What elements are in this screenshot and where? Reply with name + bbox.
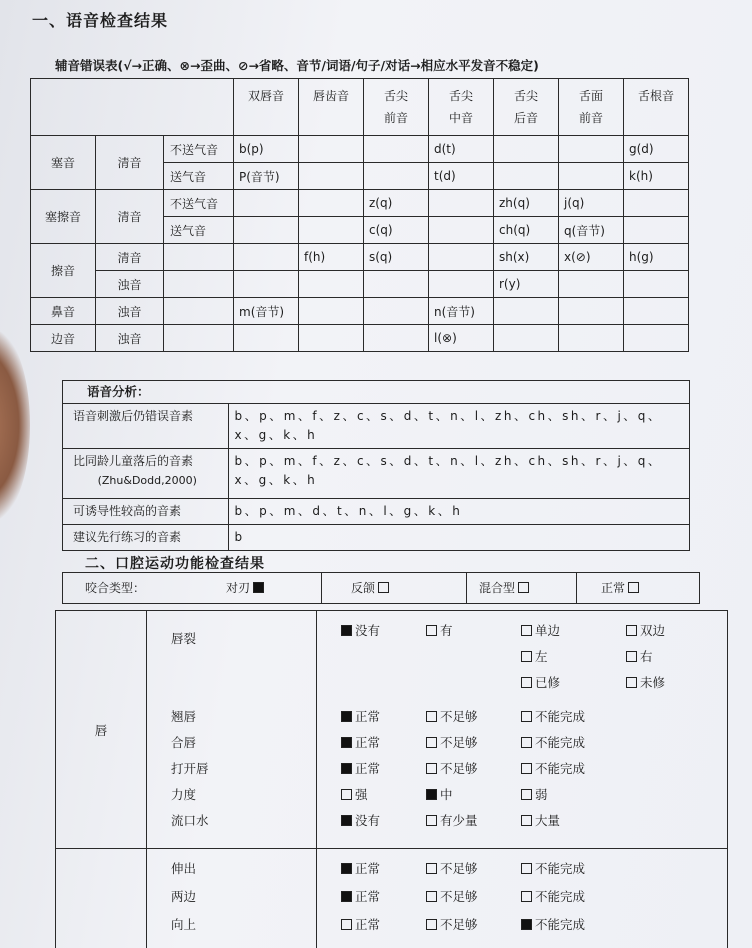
option bbox=[626, 619, 665, 643]
checkbox bbox=[521, 737, 532, 748]
option bbox=[341, 885, 380, 909]
phoneme-cell: g(d) bbox=[624, 136, 689, 163]
oral-item-label: 流口水 bbox=[171, 813, 209, 828]
checkbox bbox=[378, 582, 389, 593]
option-label: 左 bbox=[535, 649, 548, 664]
cell-divider bbox=[321, 573, 322, 603]
oral-options bbox=[56, 619, 727, 697]
checkbox-checked bbox=[341, 737, 352, 748]
option-line bbox=[56, 783, 727, 809]
option bbox=[521, 757, 585, 781]
option bbox=[521, 705, 585, 729]
option-label: 弱 bbox=[535, 787, 548, 802]
phoneme-cell bbox=[299, 163, 364, 190]
phoneme-cell bbox=[429, 271, 494, 298]
option-label: 正常 bbox=[355, 861, 381, 876]
option-label: 不足够 bbox=[440, 861, 478, 876]
option-label: 单边 bbox=[535, 623, 561, 638]
oral-options bbox=[56, 885, 727, 911]
consonant-table-body bbox=[31, 136, 689, 352]
option-label: 不能完成 bbox=[535, 917, 586, 932]
oral-items bbox=[56, 619, 727, 835]
option bbox=[521, 885, 585, 909]
occlusion-option-label: 正常 bbox=[601, 581, 626, 595]
checkbox-checked bbox=[341, 711, 352, 722]
voicing-cell: 清音 bbox=[96, 190, 164, 244]
phoneme-cell: zh(q) bbox=[494, 190, 559, 217]
option bbox=[521, 619, 560, 643]
phoneme-cell bbox=[429, 190, 494, 217]
checkbox bbox=[521, 677, 532, 688]
checkbox bbox=[626, 625, 637, 636]
option bbox=[426, 913, 478, 937]
option bbox=[426, 857, 478, 881]
oral-group bbox=[56, 849, 727, 948]
phoneme-cell bbox=[494, 325, 559, 352]
phoneme-cell bbox=[299, 298, 364, 325]
option-label: 大量 bbox=[535, 813, 561, 828]
phoneme-cell: z(q) bbox=[364, 190, 429, 217]
consonant-row bbox=[31, 244, 689, 271]
phoneme-cell bbox=[299, 271, 364, 298]
checkbox bbox=[518, 582, 529, 593]
oral-item-label: 打开唇 bbox=[171, 761, 209, 776]
phoneme-cell: f(h) bbox=[299, 244, 364, 271]
section2-title: 二、口腔运动功能检查结果 bbox=[85, 556, 265, 572]
checkbox bbox=[521, 789, 532, 800]
phoneme-cell bbox=[429, 244, 494, 271]
phoneme-cell: ch(q) bbox=[494, 217, 559, 244]
consonant-row bbox=[31, 190, 689, 217]
phoneme-cell bbox=[364, 136, 429, 163]
option bbox=[426, 619, 453, 643]
section1-title: 一、语音检查结果 bbox=[32, 11, 169, 30]
oral-item-label: 合唇 bbox=[171, 735, 197, 750]
consonant-row bbox=[31, 271, 689, 298]
checkbox bbox=[626, 677, 637, 688]
analysis-label: 建议先行练习的音素 bbox=[73, 530, 182, 544]
phoneme-cell bbox=[624, 271, 689, 298]
checkbox bbox=[521, 763, 532, 774]
aspiration-cell bbox=[164, 244, 234, 271]
aspiration-cell: 不送气音 bbox=[164, 136, 234, 163]
occlusion-option bbox=[601, 573, 639, 603]
voicing-cell: 浊音 bbox=[96, 271, 164, 298]
analysis-phonemes: b、p、m、f、z、c、s、d、t、n、l、zh、ch、sh、r、j、q、x、g、k、h bbox=[228, 404, 689, 449]
phoneme-cell bbox=[234, 325, 299, 352]
phoneme-cell: s(q) bbox=[364, 244, 429, 271]
option-label: 正常 bbox=[355, 735, 381, 750]
aspiration-cell bbox=[164, 271, 234, 298]
phoneme-cell bbox=[234, 190, 299, 217]
phoneme-cell bbox=[299, 190, 364, 217]
oral-item-label: 两边 bbox=[171, 889, 197, 904]
checkbox bbox=[341, 789, 352, 800]
option-line bbox=[56, 731, 727, 757]
option bbox=[521, 913, 585, 937]
phoneme-cell bbox=[559, 298, 624, 325]
place-of-articulation-header: 双唇音 bbox=[234, 79, 299, 136]
option bbox=[341, 783, 368, 807]
oral-item bbox=[56, 731, 727, 757]
option-label: 没有 bbox=[355, 813, 381, 828]
phoneme-cell bbox=[299, 136, 364, 163]
phoneme-cell bbox=[494, 298, 559, 325]
option-line bbox=[56, 619, 727, 645]
voicing-cell: 清音 bbox=[96, 244, 164, 271]
option-label: 不足够 bbox=[440, 709, 478, 724]
phoneme-cell: j(q) bbox=[559, 190, 624, 217]
consonant-header-row bbox=[31, 79, 689, 136]
phoneme-cell: n(音节) bbox=[429, 298, 494, 325]
phoneme-cell bbox=[624, 190, 689, 217]
consonant-row bbox=[31, 298, 689, 325]
phoneme-cell bbox=[234, 271, 299, 298]
phoneme-cell bbox=[559, 271, 624, 298]
manner-cell: 塞音 bbox=[31, 136, 96, 190]
phoneme-cell bbox=[624, 325, 689, 352]
phoneme-cell bbox=[494, 163, 559, 190]
oral-item bbox=[56, 913, 727, 941]
option-label: 正常 bbox=[355, 917, 381, 932]
oral-options bbox=[56, 913, 727, 939]
option-label: 有少量 bbox=[440, 813, 478, 828]
option-label: 正常 bbox=[355, 889, 381, 904]
checkbox-checked bbox=[341, 625, 352, 636]
phoneme-cell: k(h) bbox=[624, 163, 689, 190]
occlusion-option-label: 对刃 bbox=[226, 581, 251, 595]
oral-options bbox=[56, 731, 727, 757]
checkbox bbox=[521, 891, 532, 902]
checkbox bbox=[426, 625, 437, 636]
aspiration-cell bbox=[164, 298, 234, 325]
analysis-phonemes: b bbox=[228, 525, 689, 551]
option bbox=[341, 857, 380, 881]
occlusion-type-row bbox=[62, 572, 700, 604]
option bbox=[341, 705, 380, 729]
option bbox=[521, 731, 585, 755]
option-label: 不足够 bbox=[440, 735, 478, 750]
option-line bbox=[56, 913, 727, 939]
checkbox bbox=[521, 711, 532, 722]
speech-analysis-box bbox=[62, 380, 690, 551]
aspiration-cell bbox=[164, 325, 234, 352]
option bbox=[426, 757, 478, 781]
checkbox bbox=[521, 625, 532, 636]
aspiration-cell: 送气音 bbox=[164, 217, 234, 244]
checkbox bbox=[341, 919, 352, 930]
option-label: 不足够 bbox=[440, 889, 478, 904]
option bbox=[341, 731, 380, 755]
checkbox bbox=[426, 737, 437, 748]
checkbox bbox=[426, 891, 437, 902]
phoneme-cell bbox=[494, 136, 559, 163]
phoneme-cell: b(p) bbox=[234, 136, 299, 163]
analysis-label-cell bbox=[63, 404, 228, 449]
option-line bbox=[56, 645, 727, 671]
speech-analysis-heading: 语音分析： bbox=[87, 384, 150, 399]
occlusion-option bbox=[351, 573, 389, 603]
option bbox=[626, 645, 653, 669]
header-blank-cell bbox=[31, 79, 234, 136]
place-of-articulation-header: 舌尖 中音 bbox=[429, 79, 494, 136]
oral-item-label: 向上 bbox=[171, 917, 197, 932]
occlusion-option bbox=[226, 573, 264, 603]
oral-item bbox=[56, 857, 727, 885]
checkbox-checked bbox=[521, 919, 532, 930]
option-label: 正常 bbox=[355, 709, 381, 724]
option-label: 没有 bbox=[355, 623, 381, 638]
voicing-cell: 浊音 bbox=[96, 298, 164, 325]
phoneme-cell: d(t) bbox=[429, 136, 494, 163]
consonant-row bbox=[31, 325, 689, 352]
oral-options bbox=[56, 857, 727, 883]
option-label: 双边 bbox=[640, 623, 666, 638]
oral-part-label: 唇 bbox=[94, 722, 108, 738]
phoneme-cell: h(g) bbox=[624, 244, 689, 271]
checkbox-checked bbox=[426, 789, 437, 800]
oral-options bbox=[56, 757, 727, 783]
cell-divider bbox=[576, 573, 577, 603]
oral-options bbox=[56, 809, 727, 835]
analysis-row bbox=[63, 499, 689, 525]
consonant-table-head bbox=[31, 79, 689, 136]
occlusion-label: 咬合类型： bbox=[85, 581, 146, 595]
option bbox=[426, 783, 453, 807]
checkbox bbox=[426, 815, 437, 826]
checkbox bbox=[426, 863, 437, 874]
analysis-label: 比同龄儿童落后的音素 bbox=[73, 454, 194, 468]
place-of-articulation-header: 舌尖 后音 bbox=[494, 79, 559, 136]
analysis-label: 语音刺激后仍错误音素 bbox=[73, 409, 194, 423]
analysis-label-cell bbox=[63, 499, 228, 525]
analysis-phonemes: b、p、m、f、z、c、s、d、t、n、l、zh、ch、sh、r、j、q、x、g、k、h bbox=[228, 449, 689, 499]
analysis-row bbox=[63, 404, 689, 449]
oral-item bbox=[56, 619, 727, 705]
option-label: 已修 bbox=[535, 675, 561, 690]
checkbox bbox=[426, 711, 437, 722]
option bbox=[626, 671, 665, 695]
phoneme-cell: r(y) bbox=[494, 271, 559, 298]
oral-motor-table bbox=[55, 610, 728, 948]
option bbox=[341, 619, 380, 643]
option-label: 右 bbox=[640, 649, 653, 664]
option-line bbox=[56, 671, 727, 697]
phoneme-cell: t(d) bbox=[429, 163, 494, 190]
phoneme-cell: P(音节) bbox=[234, 163, 299, 190]
option-label: 正常 bbox=[355, 761, 381, 776]
checkbox bbox=[521, 815, 532, 826]
checkbox bbox=[626, 651, 637, 662]
option-line bbox=[56, 705, 727, 731]
manner-cell: 塞擦音 bbox=[31, 190, 96, 244]
place-of-articulation-header: 唇齿音 bbox=[299, 79, 364, 136]
oral-options bbox=[56, 705, 727, 731]
checkbox bbox=[628, 582, 639, 593]
option bbox=[521, 857, 585, 881]
checkbox-checked bbox=[341, 891, 352, 902]
option-label: 中 bbox=[440, 787, 453, 802]
checkbox bbox=[426, 919, 437, 930]
phoneme-cell bbox=[234, 244, 299, 271]
voicing-cell: 清音 bbox=[96, 136, 164, 190]
option-line bbox=[56, 757, 727, 783]
voicing-cell: 浊音 bbox=[96, 325, 164, 352]
phoneme-cell bbox=[559, 136, 624, 163]
analysis-citation: (Zhu&Dodd,2000) bbox=[97, 474, 197, 487]
option-label: 不能完成 bbox=[535, 861, 586, 876]
oral-item-label: 翘唇 bbox=[171, 709, 197, 724]
checkbox bbox=[521, 863, 532, 874]
option bbox=[426, 705, 478, 729]
option-label: 不能完成 bbox=[535, 735, 586, 750]
phoneme-cell bbox=[299, 325, 364, 352]
occlusion-option bbox=[479, 573, 529, 603]
option bbox=[521, 783, 548, 807]
checkbox bbox=[426, 763, 437, 774]
phoneme-cell: q(音节) bbox=[559, 217, 624, 244]
option-line bbox=[56, 857, 727, 883]
option-label: 不能完成 bbox=[535, 761, 586, 776]
aspiration-cell: 送气音 bbox=[164, 163, 234, 190]
oral-item bbox=[56, 783, 727, 809]
manner-cell: 擦音 bbox=[31, 244, 96, 298]
option-label: 不能完成 bbox=[535, 889, 586, 904]
occlusion-option-label: 反颌 bbox=[351, 581, 376, 595]
phoneme-cell bbox=[624, 217, 689, 244]
option bbox=[341, 809, 380, 833]
occlusion-option-label: 混合型 bbox=[479, 581, 516, 595]
phoneme-cell bbox=[299, 217, 364, 244]
oral-item bbox=[56, 757, 727, 783]
place-of-articulation-header: 舌面 前音 bbox=[559, 79, 624, 136]
analysis-phonemes: b、p、m、d、t、n、l、g、k、h bbox=[228, 499, 689, 525]
option bbox=[426, 885, 478, 909]
oral-item-label: 唇裂 bbox=[171, 631, 197, 646]
oral-item bbox=[56, 809, 727, 835]
phoneme-cell bbox=[364, 271, 429, 298]
option bbox=[341, 913, 380, 937]
phoneme-cell bbox=[429, 217, 494, 244]
speech-analysis-table bbox=[63, 403, 689, 550]
consonant-table-title: 辅音错误表(√→正确、⊗→歪曲、⊘→省略、音节/词语/句子/对话→相应水平发音不稳定) bbox=[55, 58, 539, 73]
oral-item bbox=[56, 705, 727, 731]
analysis-label: 可诱导性较高的音素 bbox=[73, 504, 182, 518]
phoneme-cell: sh(x) bbox=[494, 244, 559, 271]
checkbox-checked bbox=[253, 582, 264, 593]
option bbox=[426, 809, 478, 833]
phoneme-cell bbox=[559, 325, 624, 352]
phoneme-cell bbox=[234, 217, 299, 244]
checkbox-checked bbox=[341, 863, 352, 874]
option bbox=[521, 809, 560, 833]
place-of-articulation-header: 舌尖 前音 bbox=[364, 79, 429, 136]
oral-items bbox=[56, 857, 727, 941]
phoneme-cell: l(⊗) bbox=[429, 325, 494, 352]
checkbox-checked bbox=[341, 763, 352, 774]
manner-cell: 鼻音 bbox=[31, 298, 96, 325]
analysis-label-cell bbox=[63, 449, 228, 499]
phoneme-cell bbox=[364, 298, 429, 325]
oral-group bbox=[56, 611, 727, 849]
consonant-error-table bbox=[30, 78, 689, 352]
option bbox=[426, 731, 478, 755]
checkbox-checked bbox=[341, 815, 352, 826]
oral-item bbox=[56, 885, 727, 913]
oral-item-label: 伸出 bbox=[171, 861, 197, 876]
analysis-label-cell bbox=[63, 525, 228, 551]
phoneme-cell bbox=[364, 325, 429, 352]
phoneme-cell bbox=[364, 163, 429, 190]
analysis-row bbox=[63, 525, 689, 551]
checkbox bbox=[521, 651, 532, 662]
oral-options bbox=[56, 783, 727, 809]
option-label: 不能完成 bbox=[535, 709, 586, 724]
option-line bbox=[56, 885, 727, 911]
phoneme-cell: x(⊘) bbox=[559, 244, 624, 271]
analysis-row bbox=[63, 449, 689, 499]
phoneme-cell bbox=[624, 298, 689, 325]
phoneme-cell: c(q) bbox=[364, 217, 429, 244]
cell-divider bbox=[466, 573, 467, 603]
option-label: 不足够 bbox=[440, 761, 478, 776]
option bbox=[341, 757, 380, 781]
option-label: 不足够 bbox=[440, 917, 478, 932]
phoneme-cell: m(音节) bbox=[234, 298, 299, 325]
speech-analysis-body bbox=[63, 404, 689, 551]
oral-item-label: 力度 bbox=[171, 787, 197, 802]
aspiration-cell: 不送气音 bbox=[164, 190, 234, 217]
option-line bbox=[56, 809, 727, 835]
phoneme-cell bbox=[559, 163, 624, 190]
option bbox=[521, 671, 560, 695]
option-label: 未修 bbox=[640, 675, 666, 690]
place-of-articulation-header: 舌根音 bbox=[624, 79, 689, 136]
manner-cell: 边音 bbox=[31, 325, 96, 352]
option-label: 有 bbox=[440, 623, 453, 638]
option-label: 强 bbox=[355, 787, 368, 802]
option bbox=[521, 645, 548, 669]
consonant-row bbox=[31, 136, 689, 163]
